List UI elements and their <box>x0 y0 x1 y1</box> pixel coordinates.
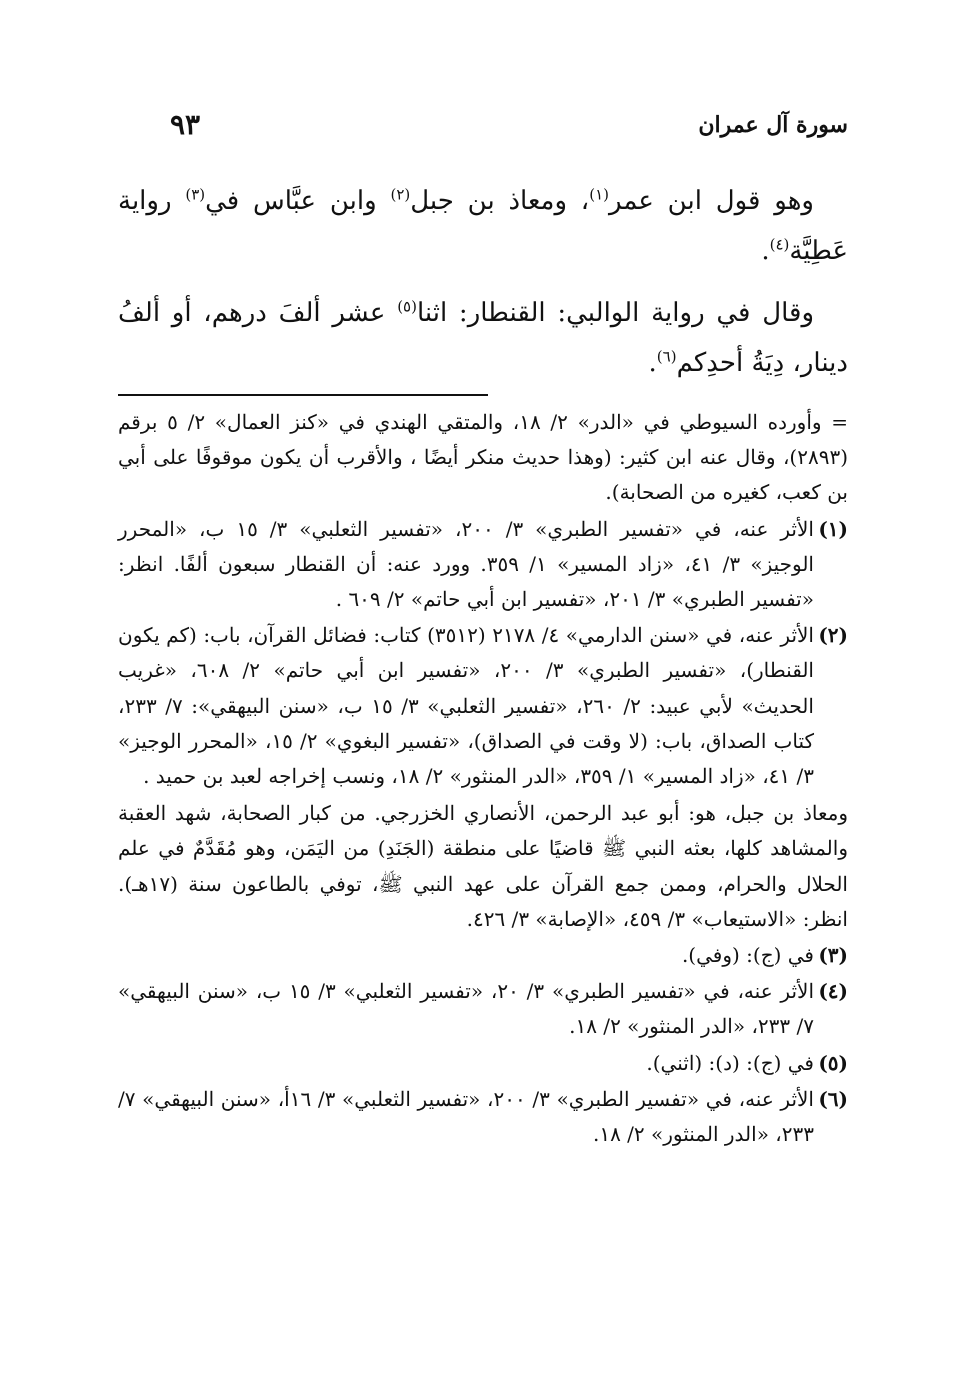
page-number: ٩٣ <box>170 108 201 141</box>
footnote-ref[interactable]: (٤) <box>769 235 790 254</box>
footnote-continuation <box>118 405 848 511</box>
footnote-ref[interactable]: (٥) <box>397 297 417 316</box>
footnote-item <box>118 1082 848 1152</box>
footnote-number: (٥) <box>818 1050 848 1075</box>
text-run: وهو قول ابن عمر <box>608 186 814 216</box>
footnote-text: الأثر عنه، في «تفسير الطبري» ٣/ ٢٠، «تفسير الثعلبي» ٣/ ١٥ ب، «سنن البيهقي» ٧/ ٢٣٣، «الدر المنثور» ٢/ ١٨. <box>118 979 814 1039</box>
surah-title: سورة آل عمران <box>698 112 848 138</box>
main-paragraph <box>118 288 848 388</box>
footnote-number: (٤) <box>818 979 848 1004</box>
footnote-item <box>118 512 848 618</box>
footnote-number: (٦) <box>818 1086 848 1111</box>
text-run: . <box>761 236 770 266</box>
text-run: . <box>648 348 657 378</box>
main-paragraph <box>118 176 848 276</box>
footnotes <box>118 405 848 1153</box>
text-run: وقال في رواية الوالبي: القنطار: اثنا <box>416 298 814 328</box>
footnote-number: (١) <box>818 516 848 541</box>
footnote-ref[interactable]: (١) <box>589 185 609 204</box>
text-run: عشر ألفَ درهم، أو ألفُ دينار، دِيَةُ أحدِكم <box>118 298 848 378</box>
text-run: رواية عَطِيَّة <box>118 186 848 266</box>
footnote-item <box>118 974 848 1044</box>
footnote-text: في (ج): (د): (اثني). <box>646 1050 814 1075</box>
footnote-text: الأثر عنه، في «تفسير الطبري» ٣/ ٢٠٠، «تفسير الثعلبي» ٣/ ١٦أ، «سنن البيهقي» ٧/ ٢٣٣، «الدر المنثور» ٢/ ١٨. <box>118 1086 814 1147</box>
footnote-number: (٣) <box>818 943 848 968</box>
footnote-text: الأثر عنه، في «سنن الدارمي» ٤/ ٢١٧٨ (٣٥١٢) كتاب: فضائل القرآن، باب: (كم يكون القنطار)، «تفسير الطبري» ٣/ ٢٠٠، «تفسير ابن أبي حاتم» ٢/ ٦٠٨، «غريب الحديث» لأبي عبيد: ٢/ ٢٦٠، «تفسير الثعلبي» ٣/ ١٥ ب، «سنن البيهقي»: ٧/ ٢٣٣، كتاب الصداق، باب: (لا وقت في الصداق)، «تفسير البغوي» ٢/ ١٥، «المحرر الوجيز» ٣/ ٤١، «زاد المسير» ١/ ٣٥٩، «الدر المنثور» ٢/ ١٨، ونسب إخراجه لعبد بن حميد . <box>118 623 814 789</box>
footnote-text: ومعاذ بن جبل، هو: أبو عبد الرحمن، الأنصاري الخزرجي. من كبار الصحابة، شهد العقبة والمشاهد كلها، بعثه النبي ﷺ قاضيًا على منطقة (الجَنَدِ) من اليَمَن، وهو مُقَدَّمٌ في علم الحلال والحرام، وممن جمع القرآن على عهد النبي ﷺ، توفي بالطاعون سنة (١٧هـ). انظر: «الاستيعاب» ٣/ ٤٥٩، «الإصابة» ٣/ ٤٢٦. <box>118 801 848 931</box>
footnote-number: (٢) <box>818 623 848 648</box>
book-page <box>118 0 848 1380</box>
footnote-item <box>118 796 848 937</box>
footnote-item <box>118 938 848 973</box>
page-header <box>118 108 848 148</box>
footnote-separator <box>118 394 488 396</box>
footnote-text: = وأورده السيوطي في «الدر» ٢/ ١٨، والمتقي الهندي في «كنز العمال» ٢/ ٥ برقم (٢٨٩٣)، وقال عنه ابن كثير: (وهذا حديث منكر أيضًا ، والأقرب أن يكون موقوفًا على أبي بن كعب، كغيره من الصحابة). <box>118 410 848 505</box>
main-text <box>118 176 848 400</box>
text-run: ، ومعاذ بن جبل <box>410 186 590 216</box>
footnote-item <box>118 618 848 794</box>
footnote-item <box>118 1046 848 1081</box>
footnote-ref[interactable]: (٢) <box>390 185 411 204</box>
footnote-ref[interactable]: (٣) <box>185 185 206 204</box>
footnote-text: الأثر عنه، في «تفسير الطبري» ٣/ ٢٠٠، «تفسير الثعلبي» ٣/ ١٥ ب، «المحرر الوجيز» ٣/ ٤١، «زاد المسير» ١/ ٣٥٩. وورد عنه: أن القنطار سبعون ألفًا. انظر: «تفسير الطبري» ٣/ ٢٠١، «تفسير ابن أبي حاتم» ٢/ ٦٠٩ . <box>118 516 814 612</box>
footnote-ref[interactable]: (٦) <box>656 347 677 366</box>
text-run: وابن عبَّاس في <box>205 186 391 216</box>
footnote-text: في (ج): (وفي). <box>681 943 814 968</box>
